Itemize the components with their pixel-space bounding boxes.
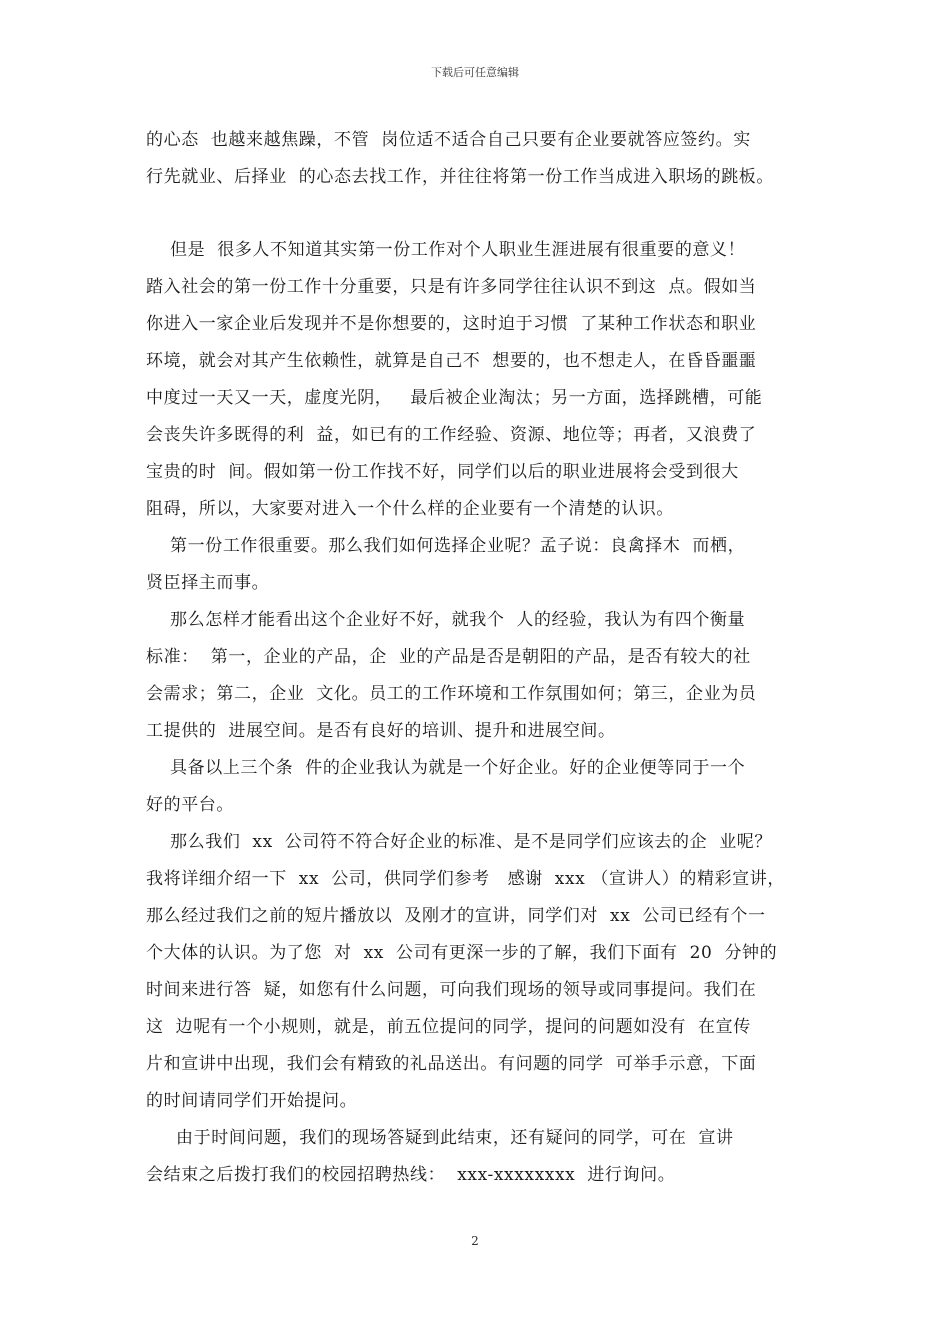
text-line: 中度过一天又一天，虚度光阴， 最后被企业淘汰；另一方面，选择跳槽，可能 <box>146 388 763 408</box>
text-line: 行先就业、后择业 的心态去找工作，并往往将第一份工作当成进入职场的跳板。 <box>146 167 775 187</box>
text-line: 会需求；第二，企业 文化。员工的工作环境和工作氛围如何；第三，企业为员 <box>146 684 757 704</box>
text-line: 具备以上三个条 件的企业我认为就是一个好企业。好的企业便等同于一个 <box>146 758 746 778</box>
text-line: 阻碍，所以，大家要对进入一个什么样的企业要有一个清楚的认识。 <box>146 499 674 519</box>
paragraph-gap <box>146 196 816 232</box>
text-line: 那么经过我们之前的短片播放以 及刚才的宣讲，同学们对 xx 公司已经有个一 <box>146 906 766 926</box>
text-line: 那么怎样才能看出这个企业好不好，就我个 人的经验，我认为有四个衡量 <box>146 610 746 630</box>
text-line: 工提供的 进展空间。是否有良好的培训、提升和进展空间。 <box>146 721 616 741</box>
text-line: 贤臣择主而事。 <box>146 573 270 593</box>
text-line: 由于时间问题，我们的现场答疑到此结束，还有疑问的同学，可在 宣讲 <box>146 1128 734 1148</box>
text-line: 的心态 也越来越焦躁，不管 岗位适不适合自己只要有企业要就答应签约。实 <box>146 130 751 150</box>
page-number: 2 <box>471 1234 479 1248</box>
text-line: 那么我们 xx 公司符不符合好企业的标准、是不是同学们应该去的企 业呢？ <box>146 832 773 852</box>
text-line: 标准： 第一，企业的产品，企 业的产品是否是朝阳的产品，是否有较大的社 <box>146 647 751 667</box>
text-line: 踏入社会的第一份工作十分重要，只是有许多同学往往认识不到这 点。假如当 <box>146 277 757 297</box>
text-line: 这 边呢有一个小规则，就是，前五位提问的同学，提问的问题如没有 在宣传 <box>146 1017 751 1037</box>
text-line: 好的平台。 <box>146 795 234 815</box>
text-line: 个大体的认识。为了您 对 xx 公司有更深一步的了解，我们下面有 20 分钟的 <box>146 943 778 963</box>
text-line: 环境，就会对其产生依赖性，就算是自己不 想要的，也不想走人，在昏昏噩噩 <box>146 351 757 371</box>
text-line: 时间来进行答 疑，如您有什么问题，可向我们现场的领导或同事提问。我们在 <box>146 980 757 1000</box>
page-header: 下载后可任意编辑 <box>431 66 519 79</box>
text-line: 会结束之后拨打我们的校园招聘热线： xxx-xxxxxxxx 进行询问。 <box>146 1165 676 1185</box>
text-line: 会丧失许多既得的利 益，如已有的工作经验、资源、地位等；再者，又浪费了 <box>146 425 757 445</box>
text-line: 片和宣讲中出现，我们会有精致的礼品送出。有问题的同学 可举手示意，下面 <box>146 1054 757 1074</box>
document-body <box>146 122 816 1194</box>
text-line: 但是 很多人不知道其实第一份工作对个人职业生涯进展有很重要的意义！ <box>146 240 746 260</box>
text-line: 的时间请同学们开始提问。 <box>146 1091 358 1111</box>
text-line: 第一份工作很重要。那么我们如何选择企业呢？孟子说：良禽择木 而栖， <box>146 536 746 556</box>
text-line: 宝贵的时 间。假如第一份工作找不好，同学们以后的职业进展将会受到很大 <box>146 462 739 482</box>
text-line: 我将详细介绍一下 xx 公司，供同学们参考 感谢 xxx （宣讲人）的精彩宣讲， <box>146 869 785 889</box>
text-line: 你进入一家企业后发现并不是你想要的，这时迫于习惯 了某种工作状态和职业 <box>146 314 757 334</box>
